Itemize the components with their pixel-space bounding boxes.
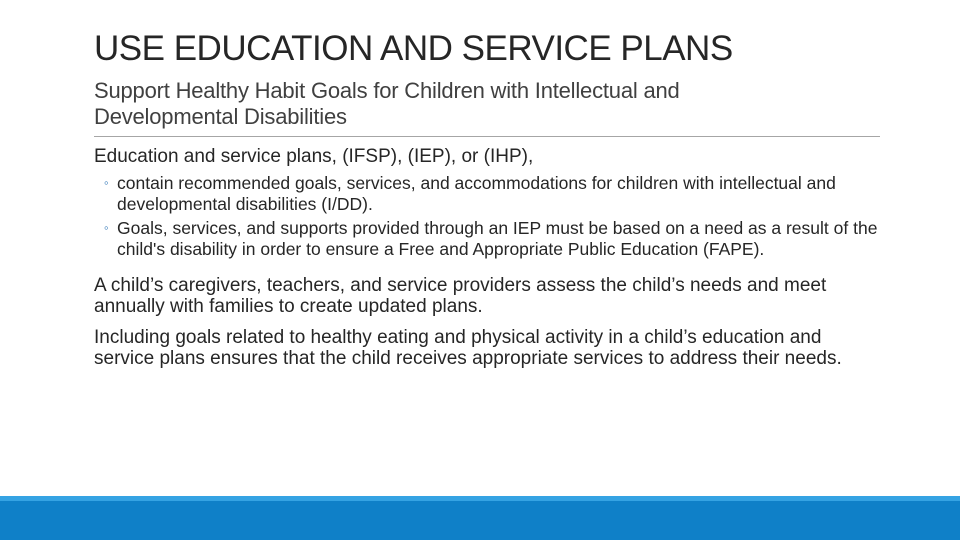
bullet-circle-icon: ◦ [104, 175, 109, 190]
slide-body [94, 145, 884, 369]
footer-bar [0, 496, 960, 540]
slide-title-prefix: USE [94, 29, 174, 68]
bullet-text: Goals, services, and supports provided through an IEP must be based on a need as a result of the child's disability in order to ensure a Free and Appropriate Public Education (FAPE). [117, 218, 878, 259]
bullet-text: contain recommended goals, services, and accommodations for children with intellectual and developmental disabilities (I/DD). [117, 173, 836, 214]
bullet-item [104, 173, 884, 214]
title-divider [94, 136, 880, 137]
paragraph-goals: Including goals related to healthy eating and physical activity in a child’s education and service plans ensures that the child receives appropriate services to address their needs. [94, 327, 842, 369]
paragraph-caregivers: A child’s caregivers, teachers, and service providers assess the child’s needs and meet annually with families to create updated plans. [94, 275, 827, 317]
bullet-list [94, 173, 884, 259]
footer-stripe [0, 496, 960, 501]
bullet-circle-icon: ◦ [104, 220, 109, 235]
slide-title-main: EDUCATION AND SERVICE PLANS [173, 29, 733, 68]
slide-subtitle: Support Healthy Habit Goals for Children with Intellectual and Developmental Disabilities [94, 78, 680, 129]
lead-text: Education and service plans, (IFSP), (IEP), or (IHP), [94, 146, 534, 167]
slide-title [94, 26, 733, 72]
bullet-item [104, 218, 884, 259]
